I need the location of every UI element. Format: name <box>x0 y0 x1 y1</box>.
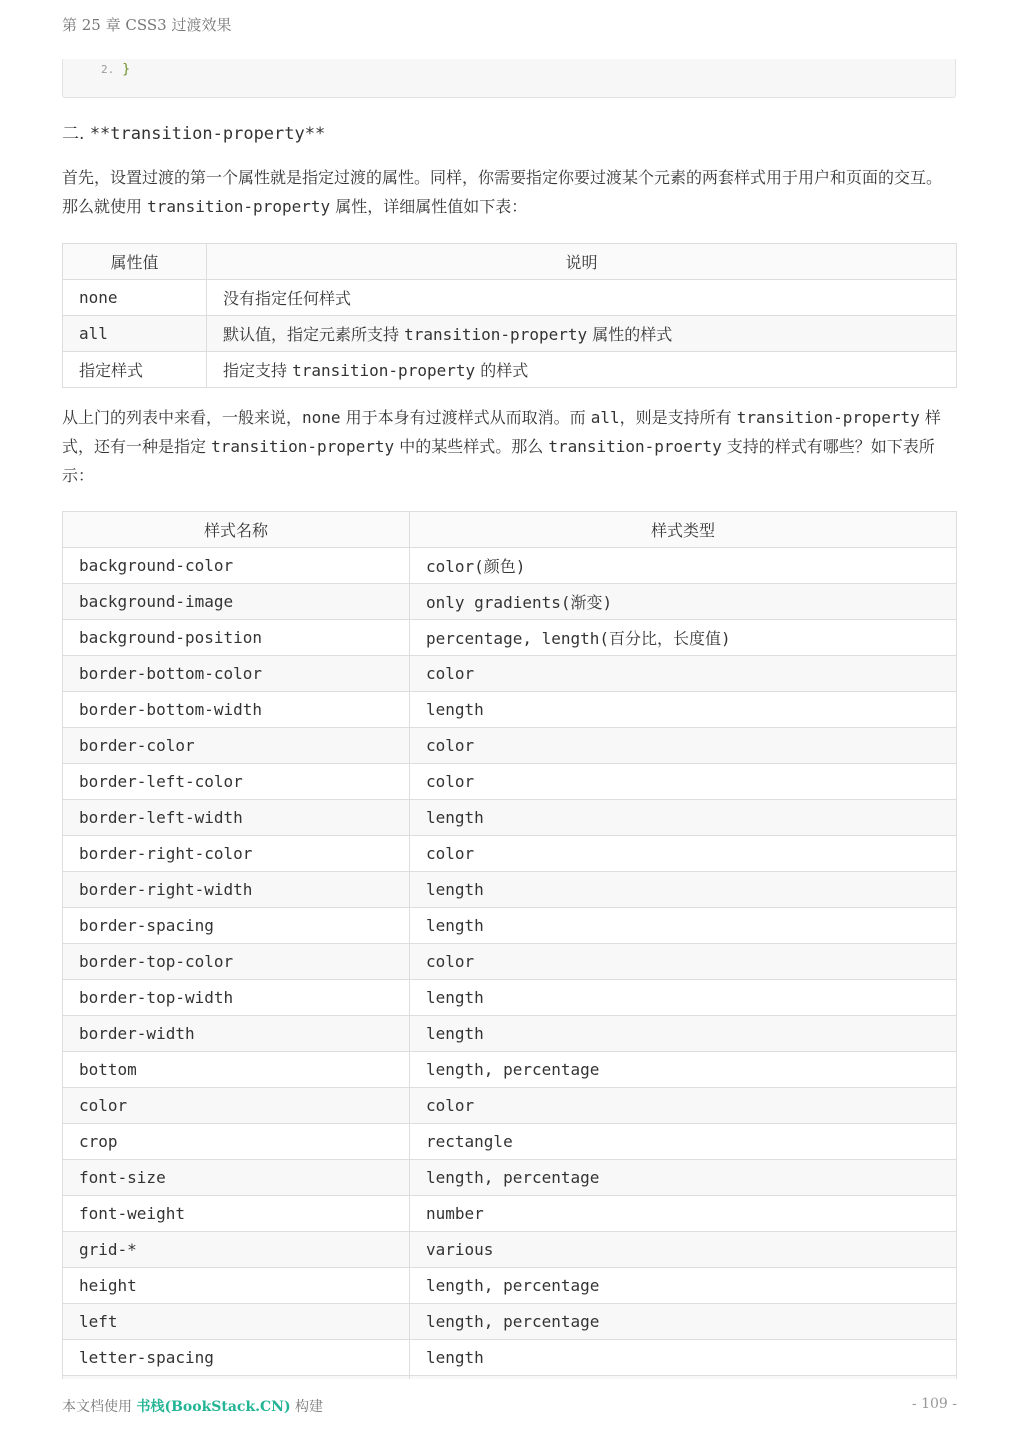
explain-text: 样式，还有一种是指定 <box>62 408 941 456</box>
code-text: } <box>122 62 131 77</box>
table-row <box>63 1268 957 1304</box>
style-type-cell: length <box>410 908 957 944</box>
style-type-cell: percentage, length(百分比，长度值) <box>410 620 957 656</box>
style-name-cell: bottom <box>63 1052 410 1088</box>
style-type-cell: only gradients(渐变) <box>410 584 957 620</box>
style-name-cell: background-color <box>63 548 410 584</box>
table-row <box>63 692 957 728</box>
table-row <box>63 980 957 1016</box>
style-type-cell: color(颜色) <box>410 548 957 584</box>
style-type-cell: length <box>410 800 957 836</box>
style-name-cell: background-image <box>63 584 410 620</box>
footer-text: 本文档使用 <box>62 1399 137 1415</box>
supported-styles-table <box>62 511 957 1379</box>
table-row <box>63 728 957 764</box>
column-header: 说明 <box>207 244 957 280</box>
explain-code: transition-proerty <box>548 437 722 456</box>
style-type-cell: color <box>410 728 957 764</box>
property-value-cell: all <box>63 316 207 352</box>
style-name-cell: border-spacing <box>63 908 410 944</box>
style-name-cell: border-top-width <box>63 980 410 1016</box>
column-header: 属性值 <box>63 244 207 280</box>
style-name-cell: font-size <box>63 1160 410 1196</box>
style-type-cell: color <box>410 656 957 692</box>
intro-text-2: 属性，详细属性值如下表： <box>330 197 528 216</box>
style-type-cell: length, percentage <box>410 1268 957 1304</box>
style-name-cell: border-right-width <box>63 872 410 908</box>
running-header: 第 25 章 CSS3 过渡效果 <box>62 16 232 34</box>
explain-code: none <box>302 408 341 427</box>
styles-table-body <box>63 548 957 1380</box>
explain-text: 从上门的列表中来看，一般来说， <box>62 408 303 427</box>
table-row <box>63 908 957 944</box>
footer-credit <box>62 1396 323 1416</box>
table-row <box>63 1340 957 1376</box>
page-number: - 109 - <box>911 1396 957 1412</box>
explain-text: 中的某些样式。那么 <box>394 437 549 456</box>
style-type-cell: various <box>410 1232 957 1268</box>
style-name-cell: color <box>63 1088 410 1124</box>
style-type-cell: length, percentage <box>410 1304 957 1340</box>
column-header: 样式名称 <box>63 512 410 548</box>
style-type-cell: length <box>410 1340 957 1376</box>
explain-code: transition-property <box>211 437 395 456</box>
line-number: 2. <box>101 63 115 76</box>
desc-text: 默认值，指定元素所支持 <box>223 325 405 344</box>
style-name-cell: background-position <box>63 620 410 656</box>
style-type-cell: number <box>410 1196 957 1232</box>
style-name-cell: height <box>63 1268 410 1304</box>
table-row <box>63 1088 957 1124</box>
style-type-cell: color <box>410 764 957 800</box>
style-name-cell <box>63 1376 410 1380</box>
desc-text: 指定支持 <box>223 361 293 380</box>
style-name-cell: border-top-color <box>63 944 410 980</box>
table-row <box>63 1052 957 1088</box>
style-name-cell: border-bottom-width <box>63 692 410 728</box>
style-type-cell: length <box>410 1016 957 1052</box>
desc-text: 属性的样式 <box>587 325 673 344</box>
footer-text: 构建 <box>290 1399 324 1415</box>
style-name-cell: border-bottom-color <box>63 656 410 692</box>
table-row <box>63 1016 957 1052</box>
style-type-cell: length <box>410 872 957 908</box>
desc-text: 的样式 <box>475 361 529 380</box>
style-type-cell <box>410 1376 957 1380</box>
style-name-cell: grid-* <box>63 1232 410 1268</box>
explain-text: ，则是支持所有 <box>619 408 737 427</box>
table-row <box>63 1124 957 1160</box>
table-row <box>63 548 957 584</box>
table-row <box>63 872 957 908</box>
style-type-cell: color <box>410 1088 957 1124</box>
style-type-cell: length, percentage <box>410 1160 957 1196</box>
section-title: **transition-property** <box>89 124 326 144</box>
style-type-cell: length, percentage <box>410 1052 957 1088</box>
desc-code: transition-property <box>292 361 476 380</box>
table-row <box>63 1232 957 1268</box>
table-row <box>63 944 957 980</box>
style-name-cell: border-width <box>63 1016 410 1052</box>
style-name-cell: letter-spacing <box>63 1340 410 1376</box>
table-row <box>63 836 957 872</box>
section-prefix: 二. <box>62 124 90 144</box>
style-type-cell: length <box>410 692 957 728</box>
style-type-cell: color <box>410 944 957 980</box>
table-row <box>63 1304 957 1340</box>
table-row <box>63 1376 957 1380</box>
style-name-cell: border-left-color <box>63 764 410 800</box>
brand-link[interactable]: 书栈(BookStack.CN) <box>136 1399 291 1415</box>
property-value-cell: none <box>63 280 207 316</box>
style-type-cell: color <box>410 836 957 872</box>
table-row <box>63 656 957 692</box>
table-row <box>63 1196 957 1232</box>
desc-text: 没有指定任何样式 <box>223 289 352 308</box>
table-row <box>63 800 957 836</box>
table-header-row <box>63 512 957 548</box>
style-name-cell: crop <box>63 1124 410 1160</box>
style-type-cell: rectangle <box>410 1124 957 1160</box>
explain-text: 用于本身有过渡样式从而取消。而 <box>340 408 591 427</box>
table-row <box>63 620 957 656</box>
style-type-cell: length <box>410 980 957 1016</box>
intro-code-1: transition-property <box>147 197 331 216</box>
explain-code: transition-property <box>736 408 920 427</box>
table-row <box>63 1160 957 1196</box>
explain-code: all <box>590 408 620 427</box>
desc-code: transition-property <box>404 325 588 344</box>
style-name-cell: font-weight <box>63 1196 410 1232</box>
style-name-cell: left <box>63 1304 410 1340</box>
intro-text-1: 首先，设置过渡的第一个属性就是指定过渡的属性。同样，你需要指定你要过渡某个元素的两套样式用于用户和页面的交互。那么就使用 <box>62 168 943 216</box>
explain-text: 支持的样式有哪些？如下表所示： <box>62 437 935 485</box>
style-name-cell: border-right-color <box>63 836 410 872</box>
table-row <box>63 584 957 620</box>
property-value-cell: 指定样式 <box>63 352 207 388</box>
style-name-cell: border-color <box>63 728 410 764</box>
style-name-cell: border-left-width <box>63 800 410 836</box>
table-row <box>63 764 957 800</box>
column-header: 样式类型 <box>410 512 957 548</box>
